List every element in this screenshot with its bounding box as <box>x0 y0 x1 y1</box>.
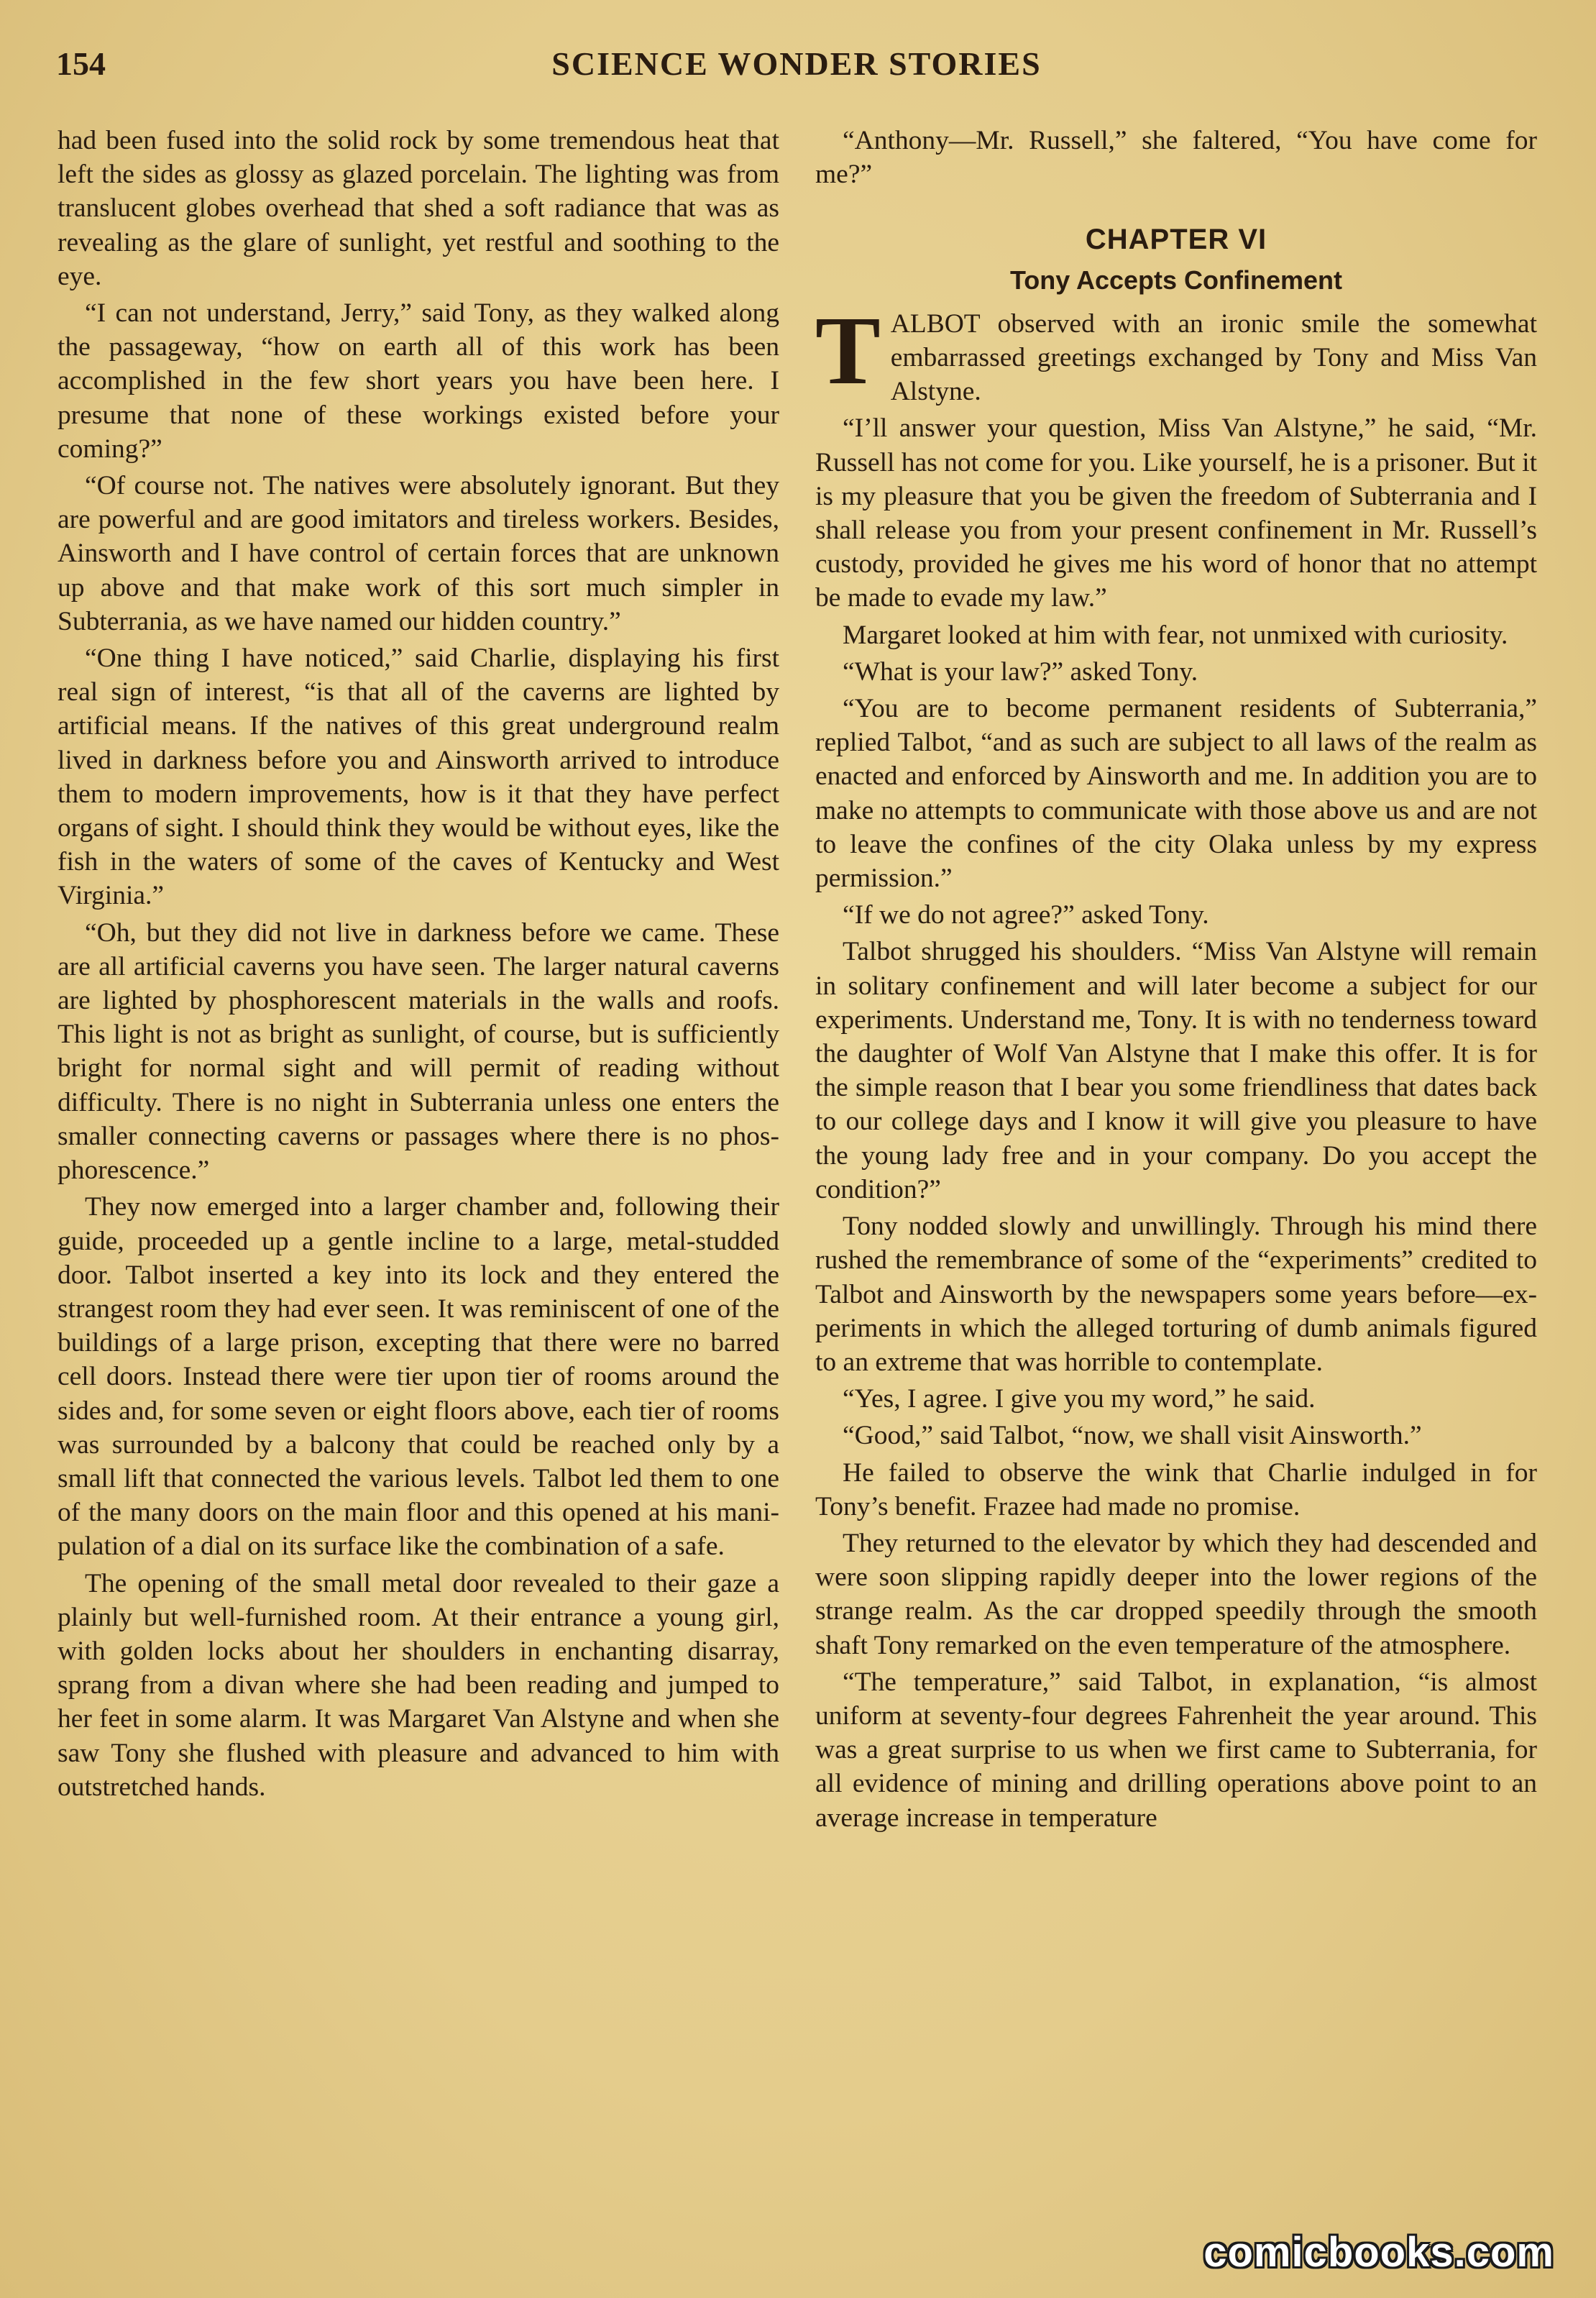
paragraph: “I can not understand, Jerry,” said Tony, as they walked along the passageway, “how on earth all of this work has been accomplished in the few short years you have been here. I presume that none of these workings existed before your coming?” <box>58 298 779 464</box>
paragraph: “One thing I have noticed,” said Charlie, displaying his first real sign of interest, “is that all of the caverns are lighted by artificial means. If the natives of this great underground realm lived in darkness before you and Ainsworth arrived to introduce them to modern improvements, how is it that they have perfect organs of sight. I should think they would be without eyes, like the fish in the waters of some of the caves of Kentucky and West Virginia.” <box>58 644 779 911</box>
paragraph: They now emerged into a larger chamber and, following their guide, proceeded up a gentle incline to a large, metal-studded door. Talbot inserted a key into its lock and they entered the strangest room they had ever seen. It was reminiscent of one of the buildings of a large prison, excepting that there were no barred cell doors. Instead there were tier upon tier of rooms around the sides and, for some seven or eight floors above, each tier of rooms was surrounded by a balcony that could be reached only by a small lift that connected the various levels. Talbot led them to one of the many doors on the main floor and this opened at his manipulation of a dial on its surface like the combination of a safe. <box>58 1192 779 1562</box>
paragraph: Margaret looked at him with fear, not unmixed with curiosity. <box>843 620 1508 650</box>
chapter-subtitle: Tony Accepts Confinement <box>1009 265 1343 295</box>
paragraph: Talbot shrugged his shoulders. “Miss Van Alstyne will remain in solitary confinement and will later become a subject for our experiments. Understand me, Tony. It is with no tenderness toward the daughter of Wolf Van Alstyne that I make this offer. It is for the simple reason that I bear you some friendliness that dates back to our college days and I know it will give you pleasure to have the young lady free and in your company. Do you accept the condition?” <box>815 937 1537 1204</box>
paragraph: “The temperature,” said Talbot, in explanation, “is almost uniform at seventy-four degrees Fahrenheit the year around. This was a great surprise to us when we first came to Subterrania, for all evidence of mining and drilling operations above point to an average increase in temperature <box>815 1667 1537 1833</box>
page-header <box>56 45 1537 95</box>
chapter-first-paragraph <box>815 296 1537 409</box>
paragraph: They returned to the elevator by which they had descended and were soon slipping rapidly deeper into the lower regions of the strange realm. As the car dropped speedily through the smooth shaft Tony remarked on the even temperature of the atmosphere. <box>815 1528 1537 1660</box>
paragraph: The opening of the small metal door revealed to their gaze a plainly but well-furnished room. At their entrance a young girl, with golden locks about her shoulders in enchanting disarray, sprang from a divan where she had been reading and jumped to her feet in some alarm. It was Margaret Van Alstyne and when she saw Tony she flushed with pleasure and advanced to him with outstretched hands. <box>58 1568 779 1802</box>
page-number: 154 <box>56 45 106 82</box>
first-paragraph-text: ALBOT observed with an ironic smile the somewhat embarrassed greetings exchanged by Tony and Miss Van Alstyne. <box>890 308 1537 407</box>
paragraph: “Oh, but they did not live in darkness before we came. These are all artificial caverns you have seen. The larger natural caverns are lighted by phosphorescent materials in the walls and roofs. This light is not as bright as sunlight, of course, but is sufficiently bright for normal sight and will permit of reading without difficulty. There is no night in Subterrania unless one enters the smaller connecting caverns or passages where there is no phosphorescence.” <box>58 917 779 1186</box>
paragraph: had been fused into the solid rock by some tremendous heat that left the sides as glossy as glazed porcelain. The lighting was from translucent globes overhead that shed a soft radiance that was as revealing as the glare of sunlight, yet restful and soothing to the eye. <box>58 126 779 291</box>
paragraph: “Good,” said Talbot, “now, we shall visit Ainsworth.” <box>843 1421 1422 1451</box>
site-watermark: comicbooks.com <box>1203 2229 1554 2276</box>
drop-cap: T <box>815 296 881 405</box>
paragraph: “If we do not agree?” asked Tony. <box>843 900 1209 930</box>
paragraph: “Anthony—Mr. Russell,” she faltered, “You have come for me?” <box>815 126 1537 190</box>
paragraph: Tony nodded slowly and unwillingly. Through his mind there rushed the remembrance of some of the “experiments” credited to Talbot and Ainsworth by the newspapers some years before—experiments in which the alleged torturing of dumb animals figured to an extreme that was horrible to contemplate. <box>815 1212 1537 1377</box>
paragraph: “What is your law?” asked Tony. <box>843 656 1198 687</box>
left-column <box>58 124 779 2252</box>
paragraph: “I’ll answer your question, Miss Van Alstyne,” he said, “Mr. Russell has not come for you. Like yourself, he is a prisoner. But it is my pleasure that you be given the freedom of Subterrania and I shall release you from your present confinement in Mr. Russell’s custody, provided he gives me his word of honor that no attempt be made to evade my law.” <box>815 413 1538 613</box>
paragraph: He failed to observe the wink that Charlie indulged in for Tony’s benefit. Frazee had made no promise. <box>815 1457 1537 1521</box>
right-column <box>815 124 1537 2252</box>
paragraph: “You are to become permanent residents of Subterrania,” replied Talbot, “and as such are subject to all laws of the realm as enacted and enforced by Ainsworth and me. In addition you are to make no attempts to communicate with those above us and are not to leave the confines of the city Olaka unless by my express permission.” <box>815 694 1537 894</box>
magazine-title: SCIENCE WONDER STORIES <box>551 45 1042 82</box>
paragraph: “Yes, I agree. I give you my word,” he said. <box>843 1384 1316 1414</box>
paragraph: “Of course not. The natives were absolutely ignorant. But they are powerful and are good imitators and tireless workers. Besides, Ainsworth and I have control of certain forces that are unknown up above and that make work of this sort much simpler in Subterrania, as we have named our hidden country.” <box>58 471 779 636</box>
chapter-heading: CHAPTER VI <box>1085 224 1267 256</box>
